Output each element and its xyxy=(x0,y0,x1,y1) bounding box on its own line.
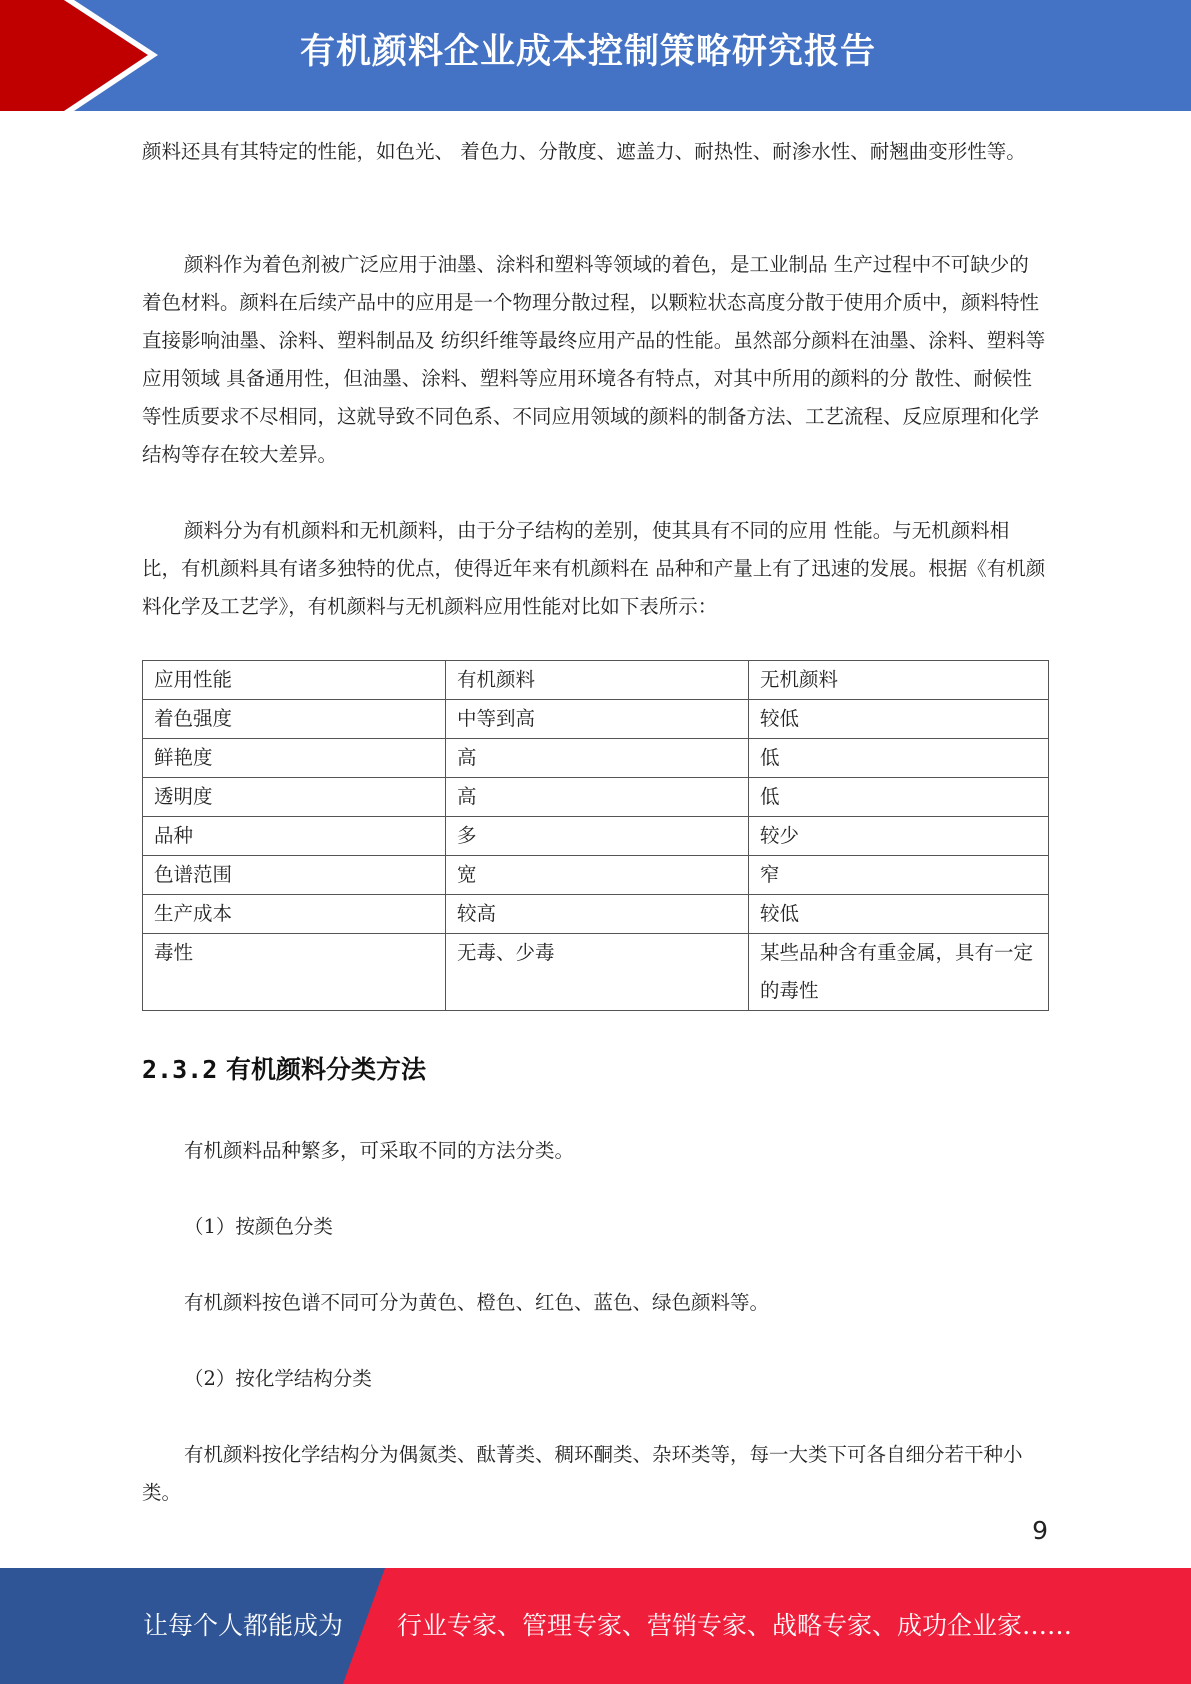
paragraph-by-structure-heading: （2）按化学结构分类 xyxy=(184,1367,372,1390)
table-cell: 着色强度 xyxy=(143,700,446,739)
table-cell: 高 xyxy=(446,739,749,778)
table-row xyxy=(143,895,1049,934)
pigment-comparison-table xyxy=(142,660,1049,1011)
table-cell: 某些品种含有重金属，具有一定的毒性 xyxy=(749,934,1049,1011)
table-cell: 较低 xyxy=(749,700,1049,739)
table-cell: 色谱范围 xyxy=(143,856,446,895)
table-cell: 较低 xyxy=(749,895,1049,934)
table-cell: 高 xyxy=(446,778,749,817)
footer-slogan-right: 行业专家、管理专家、营销专家、战略专家、成功企业家…… xyxy=(397,1611,1073,1640)
paragraph-pigment-properties: 颜料还具有其特定的性能，如色光、 着色力、分散度、遮盖力、耐热性、耐渗水性、耐翘曲变形性等。 xyxy=(142,140,1026,163)
table-row xyxy=(143,817,1049,856)
table-cell: 低 xyxy=(749,778,1049,817)
table-cell: 多 xyxy=(446,817,749,856)
page-header xyxy=(0,0,1191,111)
table-cell: 较高 xyxy=(446,895,749,934)
table-row xyxy=(143,739,1049,778)
table-cell: 无毒、少毒 xyxy=(446,934,749,1011)
table-cell: 鲜艳度 xyxy=(143,739,446,778)
table-cell: 较少 xyxy=(749,817,1049,856)
table-cell: 毒性 xyxy=(143,934,446,1011)
paragraph-organic-vs-inorganic: 颜料分为有机颜料和无机颜料，由于分子结构的差别，使其具有不同的应用 性能。与无机颜料相比，有机颜料具有诸多独特的优点，使得近年来有机颜料在 品种和产量上有了迅速的发展。根据《有机颜料化学及工艺学》，有机颜料与无机颜料应用性能对比如下表所示： xyxy=(142,519,1046,618)
page-number: 9 xyxy=(1032,1516,1048,1545)
table-row xyxy=(143,856,1049,895)
table-row xyxy=(143,778,1049,817)
paragraph-by-structure: 有机颜料按化学结构分为偶氮类、酞菁类、稠环酮类、杂环类等，每一大类下可各自细分若干种小类。 xyxy=(142,1443,1023,1504)
page-footer xyxy=(0,1568,1191,1684)
table-cell: 低 xyxy=(749,739,1049,778)
paragraph-classification-intro: 有机颜料品种繁多，可采取不同的方法分类。 xyxy=(184,1139,575,1162)
table-cell: 宽 xyxy=(446,856,749,895)
table-cell: 品种 xyxy=(143,817,446,856)
paragraph-by-color: 有机颜料按色谱不同可分为黄色、橙色、红色、蓝色、绿色颜料等。 xyxy=(184,1291,770,1314)
section-heading xyxy=(142,1050,426,1090)
section-title: 有机颜料分类方法 xyxy=(225,1055,426,1084)
footer-slogan-left: 让每个人都能成为 xyxy=(143,1611,344,1640)
section-number: 2.3.2 xyxy=(142,1055,218,1084)
table-header-cell: 有机颜料 xyxy=(446,661,749,700)
table-header-row xyxy=(143,661,1049,700)
table-row xyxy=(143,934,1049,1011)
table-cell: 中等到高 xyxy=(446,700,749,739)
red-chevron-graphic xyxy=(0,0,160,111)
paragraph-by-color-heading: （1）按颜色分类 xyxy=(184,1215,333,1238)
table-cell: 窄 xyxy=(749,856,1049,895)
report-title: 有机颜料企业成本控制策略研究报告 xyxy=(300,32,877,72)
table-cell: 生产成本 xyxy=(143,895,446,934)
table-header-cell: 无机颜料 xyxy=(749,661,1049,700)
table-row xyxy=(143,700,1049,739)
table-header-cell: 应用性能 xyxy=(143,661,446,700)
paragraph-pigment-applications: 颜料作为着色剂被广泛应用于油墨、涂料和塑料等领域的着色，是工业制品 生产过程中不可缺少的着色材料。颜料在后续产品中的应用是一个物理分散过程，以颗粒状态高度分散于使用介质中，颜料特性直接影响油墨、涂料、塑料制品及 纺织纤维等最终应用产品的性能。虽然部分颜料在油墨、涂料、塑料等应用领域 具备通用性，但油墨、涂料、塑料等应用环境各有特点，对其中所用的颜料的分 散性、耐候性等性质要求不尽相同，这就导致不同色系、不同应用领域的颜料的制备方法、工艺流程、反应原理和化学结构等存在较大差异。 xyxy=(142,253,1046,466)
table-cell: 透明度 xyxy=(143,778,446,817)
